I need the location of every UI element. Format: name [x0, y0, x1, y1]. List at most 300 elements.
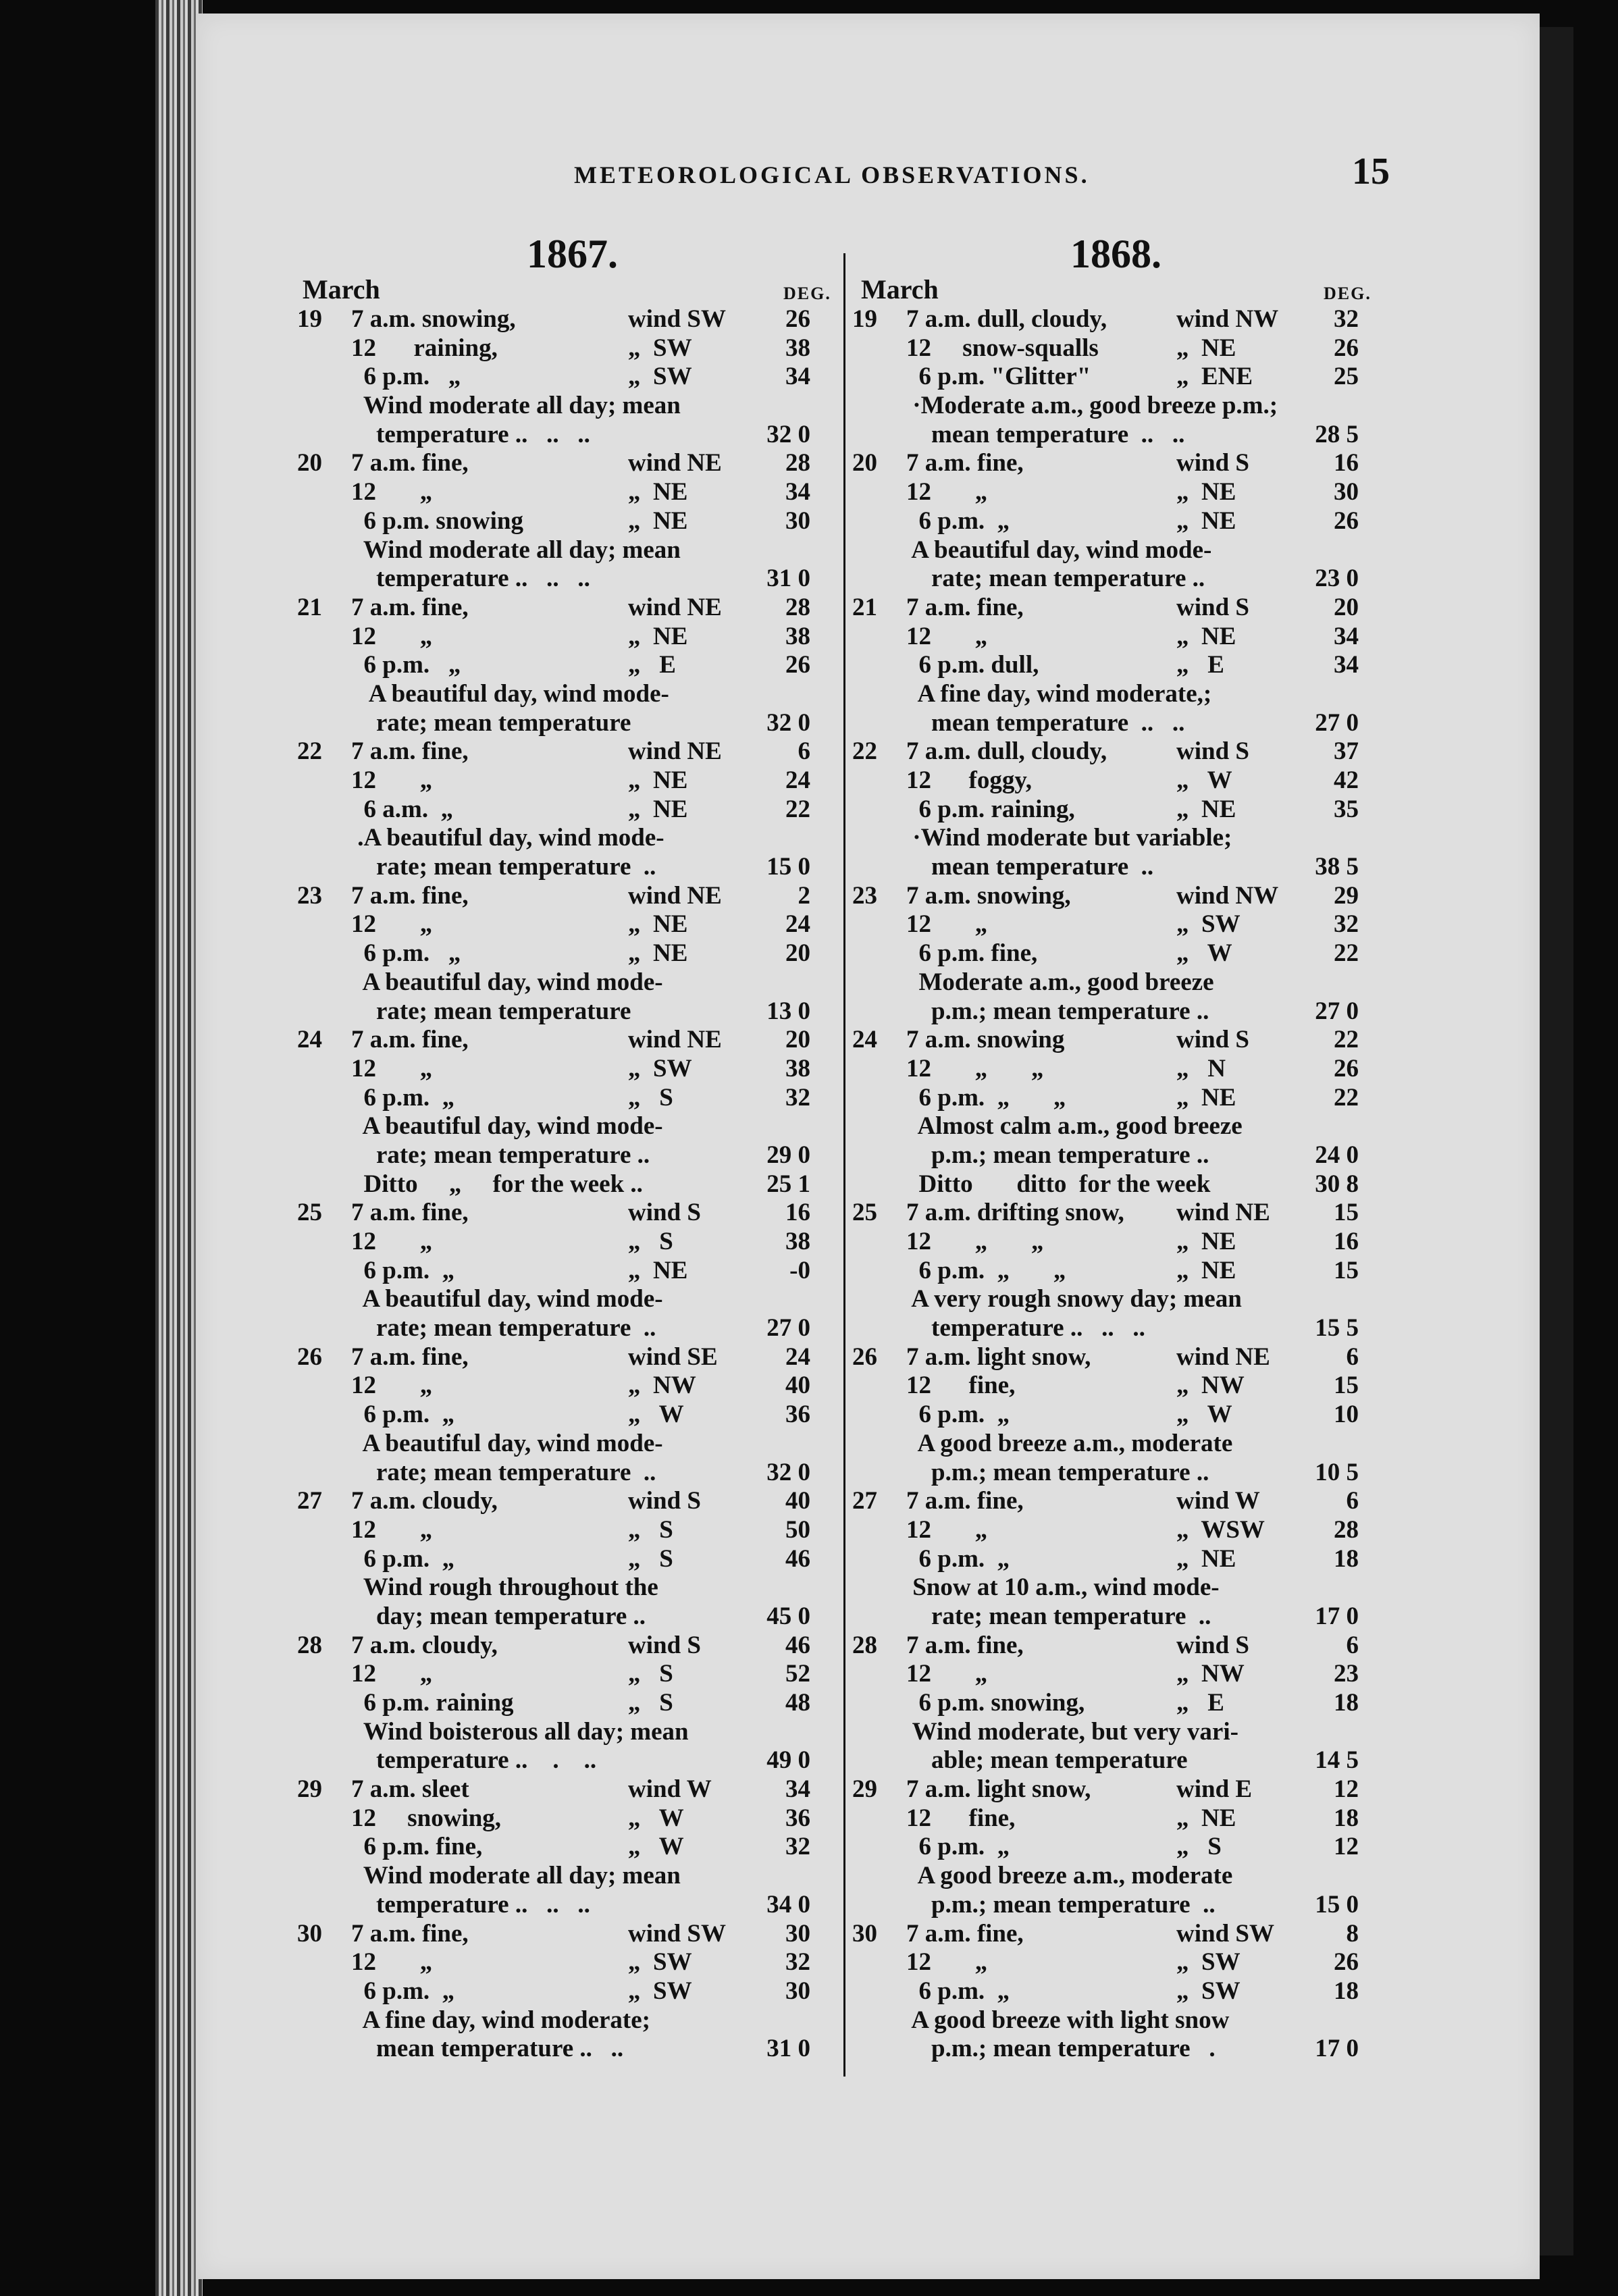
observation-text: 12 „ — [351, 1372, 433, 1400]
day-number: 30 — [852, 1919, 877, 1948]
observation-text: 7 a.m. snowing — [906, 1026, 1065, 1054]
observation-row — [852, 1199, 1392, 1228]
observation-row — [852, 1804, 1392, 1833]
wind-direction: wind S — [628, 1631, 701, 1659]
wind-direction: „ NE — [1176, 1804, 1236, 1832]
observation-row — [297, 651, 831, 680]
observation-text: 12 „ — [906, 478, 988, 506]
observation-text: A beautiful day, wind mode- — [906, 536, 1212, 564]
temperature-value: 28 — [1334, 1515, 1359, 1544]
observation-text: 7 a.m. fine, — [351, 1342, 469, 1371]
observation-row — [297, 1459, 831, 1488]
temperature-value: 15 — [1334, 1199, 1359, 1227]
wind-direction: „ W — [1176, 766, 1232, 794]
observation-text: Ditto ditto for the week — [906, 1170, 1211, 1198]
observation-row — [852, 1459, 1392, 1488]
observation-text: temperature .. .. .. — [351, 565, 590, 593]
observation-row — [297, 1948, 831, 1977]
temperature-value: 49 0 — [766, 1746, 810, 1775]
temperature-value: 36 — [785, 1804, 810, 1832]
day-number: 27 — [852, 1487, 877, 1515]
observation-row — [852, 1487, 1392, 1516]
observation-row — [297, 623, 831, 652]
wind-direction: „ SW — [628, 1948, 692, 1977]
wind-direction: „ SW — [1176, 1977, 1241, 2005]
temperature-value: 2 — [798, 881, 810, 910]
observation-row — [852, 824, 1392, 853]
observation-text: 7 a.m. fine, — [351, 1199, 469, 1227]
observation-text: 6 p.m. „ — [351, 1401, 455, 1429]
wind-direction: wind NE — [628, 593, 722, 621]
wind-direction: „ NE — [1176, 622, 1236, 650]
observation-text: 6 p.m. fine, — [906, 939, 1038, 968]
wind-direction: „ NE — [1176, 1544, 1236, 1573]
temperature-value: 12 — [1334, 1775, 1359, 1804]
observation-text: 6 p.m. „ — [351, 1977, 455, 2005]
wind-direction: „ W — [628, 1833, 684, 1861]
observation-row — [852, 1084, 1392, 1113]
day-number: 24 — [852, 1026, 877, 1054]
temperature-value: 38 — [785, 622, 810, 650]
observation-row — [852, 968, 1392, 997]
wind-direction: „ N — [1176, 1054, 1226, 1082]
observation-text: 6 p.m. „ „ — [906, 1256, 1066, 1284]
observation-row — [852, 1689, 1392, 1718]
observation-text: rate; mean temperature .. — [906, 1602, 1211, 1630]
observation-text: p.m.; mean temperature .. — [906, 1458, 1209, 1486]
observation-text: 6 p.m. „ — [351, 1544, 455, 1573]
temperature-value: 17 0 — [1315, 1602, 1359, 1630]
wind-direction: wind W — [628, 1775, 712, 1804]
observation-row — [297, 1775, 831, 1804]
wind-direction: „ NW — [628, 1372, 696, 1400]
observation-text: 12 snowing, — [351, 1804, 502, 1832]
observation-text: 12 snow-squalls — [906, 334, 1099, 362]
wind-direction: „ W — [1176, 1401, 1232, 1429]
observation-text: 12 „ — [351, 1054, 433, 1082]
observation-text: rate; mean temperature — [351, 997, 631, 1025]
observation-row — [852, 536, 1392, 565]
day-number: 21 — [852, 593, 877, 621]
temperature-value: 23 — [1334, 1660, 1359, 1688]
temperature-value: 42 — [1334, 766, 1359, 794]
observation-text: 6 p.m. „ — [351, 939, 461, 968]
observation-row — [852, 1573, 1392, 1602]
temperature-value: 18 — [1334, 1804, 1359, 1832]
observation-text: 7 a.m. snowing, — [351, 305, 516, 333]
temperature-value: 6 — [798, 737, 810, 766]
temperature-value: 37 — [1334, 737, 1359, 766]
observation-text: 12 raining, — [351, 334, 498, 362]
observation-text: A very rough snowy day; mean — [906, 1285, 1242, 1313]
observation-row — [297, 1632, 831, 1661]
observation-row — [297, 939, 831, 968]
temperature-value: 30 — [1334, 478, 1359, 506]
observation-row — [297, 334, 831, 363]
temperature-value: 52 — [785, 1660, 810, 1688]
day-number: 19 — [297, 305, 322, 333]
temperature-value: 6 — [1346, 1342, 1359, 1371]
observation-text: 12 „ — [906, 1515, 988, 1544]
wind-direction: „ SW — [628, 1054, 692, 1082]
temperature-value: 10 — [1334, 1401, 1359, 1429]
page-number: 15 — [1352, 151, 1390, 192]
observation-row — [852, 2006, 1392, 2035]
temperature-value: 34 0 — [766, 1890, 810, 1919]
wind-direction: „ S — [628, 1083, 673, 1112]
observation-row — [297, 565, 831, 594]
wind-direction: „ SW — [1176, 1948, 1241, 1977]
temperature-value: 18 — [1334, 1689, 1359, 1717]
observation-row — [852, 1516, 1392, 1545]
wind-direction: wind NE — [1176, 1199, 1270, 1227]
observation-row — [297, 2006, 831, 2035]
wind-direction: „ NW — [1176, 1660, 1245, 1688]
observation-row — [852, 1285, 1392, 1314]
day-number: 26 — [852, 1342, 877, 1371]
temperature-value: 46 — [785, 1544, 810, 1573]
day-number: 28 — [297, 1631, 322, 1659]
wind-direction: „ NE — [1176, 1256, 1236, 1284]
observation-row — [297, 1718, 831, 1747]
observation-text: mean temperature .. — [906, 853, 1154, 881]
observation-row — [852, 2035, 1392, 2064]
wind-direction: wind SE — [628, 1342, 718, 1371]
observation-row — [297, 363, 831, 392]
temperature-value: 32 — [785, 1948, 810, 1977]
observation-row — [297, 1602, 831, 1632]
observation-row — [297, 1170, 831, 1199]
temperature-value: 6 — [1346, 1631, 1359, 1659]
observation-row — [852, 478, 1392, 507]
wind-direction: „ W — [628, 1401, 684, 1429]
observation-row — [852, 507, 1392, 536]
observation-text: 6 a.m. „ — [351, 795, 454, 823]
temperature-value: 10 5 — [1315, 1458, 1359, 1486]
temperature-value: 15 0 — [766, 853, 810, 881]
temperature-value: 26 — [1334, 1948, 1359, 1977]
observations-1868 — [852, 305, 1392, 2064]
temperature-value: 30 — [785, 1919, 810, 1948]
temperature-value: 22 — [1334, 1083, 1359, 1112]
wind-direction: „ NW — [1176, 1372, 1245, 1400]
observation-row — [852, 997, 1392, 1026]
observation-row — [852, 1401, 1392, 1430]
observation-row — [297, 1920, 831, 1949]
observation-text: 12 „ — [351, 622, 433, 650]
observation-row — [852, 1372, 1392, 1401]
observations-1867 — [297, 305, 831, 2064]
observation-text: ·Moderate a.m., good breeze p.m.; — [906, 392, 1278, 420]
temperature-value: 15 0 — [1315, 1890, 1359, 1919]
wind-direction: „ NE — [628, 478, 688, 506]
observation-row — [297, 1660, 831, 1689]
wind-direction: „ NE — [1176, 334, 1236, 362]
observation-row — [852, 1112, 1392, 1141]
observation-text: rate; mean temperature .. — [351, 1141, 650, 1169]
temperature-value: 38 — [785, 1054, 810, 1082]
page-header: METEOROLOGICAL OBSERVATIONS. — [574, 161, 1090, 188]
observation-text: Wind moderate all day; mean — [351, 392, 681, 420]
temperature-value: 20 — [785, 939, 810, 968]
wind-direction: wind NE — [628, 449, 722, 477]
observation-text: 7 a.m. fine, — [351, 593, 469, 621]
observation-row — [852, 1920, 1392, 1949]
observation-text: 7 a.m. drifting snow, — [906, 1199, 1124, 1227]
observation-text: rate; mean temperature — [351, 708, 631, 737]
column-divider — [843, 253, 845, 2077]
wind-direction: „ NE — [1176, 506, 1236, 535]
observation-text: 7 a.m. fine, — [906, 593, 1024, 621]
observation-row — [297, 766, 831, 795]
day-number: 22 — [852, 737, 877, 766]
wind-direction: „ NE — [628, 795, 688, 823]
wind-direction: wind S — [628, 1199, 701, 1227]
wind-direction: „ S — [628, 1228, 673, 1255]
observation-text: 12 „ — [906, 622, 988, 650]
day-number: 25 — [852, 1199, 877, 1227]
temperature-value: 32 — [785, 1083, 810, 1112]
observation-text: Snow at 10 a.m., wind mode- — [906, 1573, 1220, 1602]
temperature-value: 30 — [785, 1977, 810, 2005]
observation-text: 6 p.m. dull, — [906, 651, 1039, 679]
observation-text: rate; mean temperature .. — [906, 565, 1205, 593]
observation-text: 6 p.m. „ — [906, 506, 1010, 535]
observation-text: 12 „ „ — [906, 1228, 1044, 1255]
observation-row — [852, 882, 1392, 911]
observation-row — [852, 1055, 1392, 1084]
month-label-1867: March — [303, 274, 380, 305]
observation-text: 12 „ — [351, 910, 433, 939]
temperature-value: 12 — [1334, 1833, 1359, 1861]
wind-direction: wind SW — [628, 1919, 726, 1948]
observation-text: A good breeze with light snow — [906, 2006, 1230, 2034]
observation-row — [297, 1862, 831, 1891]
observation-text: 12 „ — [906, 910, 988, 939]
wind-direction: wind S — [1176, 449, 1249, 477]
observation-text: 7 a.m. fine, — [906, 1919, 1024, 1948]
observation-row — [852, 623, 1392, 652]
day-number: 28 — [852, 1631, 877, 1659]
wind-direction: wind NW — [1176, 305, 1279, 333]
observation-text: 7 a.m. light snow, — [906, 1775, 1091, 1804]
observation-text: rate; mean temperature .. — [351, 1314, 656, 1342]
observation-text: Wind moderate, but very vari- — [906, 1717, 1238, 1746]
observation-row — [297, 1055, 831, 1084]
wind-direction: „ NE — [628, 1256, 688, 1284]
observation-text: 12 fine, — [906, 1372, 1016, 1400]
wind-direction: „ E — [1176, 1689, 1224, 1717]
wind-direction: „ W — [628, 1804, 684, 1832]
observation-text: 6 p.m. fine, — [351, 1833, 483, 1861]
observation-text: Wind moderate all day; mean — [351, 1862, 681, 1890]
observation-text: 12 „ — [351, 478, 433, 506]
observation-row — [297, 1545, 831, 1574]
observation-row — [297, 1977, 831, 2006]
wind-direction: wind S — [1176, 1631, 1249, 1659]
observation-text: mean temperature .. .. — [351, 2035, 624, 2063]
observation-text: 6 p.m. „ — [351, 1256, 455, 1284]
observation-text: 7 a.m. dull, cloudy, — [906, 737, 1107, 766]
temperature-value: 28 — [785, 449, 810, 477]
observation-text: 12 „ — [351, 1515, 433, 1544]
observation-row — [297, 1516, 831, 1545]
observation-text: A good breeze a.m., moderate — [906, 1429, 1233, 1457]
observation-row — [852, 1632, 1392, 1661]
temperature-value: 38 — [785, 1228, 810, 1255]
observation-row — [297, 536, 831, 565]
temperature-value: 48 — [785, 1689, 810, 1717]
observation-row — [852, 1228, 1392, 1257]
observation-row — [297, 1746, 831, 1775]
observation-row — [297, 1430, 831, 1459]
observation-row — [297, 1228, 831, 1257]
temperature-value: 40 — [785, 1487, 810, 1515]
observation-text: A fine day, wind moderate,; — [906, 679, 1212, 708]
observation-text: 7 a.m. cloudy, — [351, 1631, 498, 1659]
temperature-value: 35 — [1334, 795, 1359, 823]
observation-row — [297, 795, 831, 825]
temperature-value: 26 — [1334, 1054, 1359, 1082]
observation-row — [852, 1660, 1392, 1689]
day-number: 23 — [297, 881, 322, 910]
wind-direction: „ W — [1176, 939, 1232, 968]
day-number: 19 — [852, 305, 877, 333]
observation-text: p.m.; mean temperature . — [906, 2035, 1216, 2063]
temperature-value: 15 — [1334, 1256, 1359, 1284]
observation-text: Almost calm a.m., good breeze — [906, 1112, 1243, 1141]
observation-row — [297, 1343, 831, 1372]
observation-text: 7 a.m. sleet — [351, 1775, 469, 1804]
day-number: 20 — [852, 449, 877, 477]
wind-direction: „ SW — [1176, 910, 1241, 939]
observation-text: A beautiful day, wind mode- — [351, 1429, 663, 1457]
wind-direction: wind S — [1176, 1026, 1249, 1054]
temperature-value: 32 — [785, 1833, 810, 1861]
observation-text: 12 fine, — [906, 1804, 1016, 1832]
observation-text: ·Wind moderate but variable; — [906, 824, 1232, 852]
observation-text: 12 „ „ — [906, 1054, 1044, 1082]
observation-text: 6 p.m. „ — [351, 651, 461, 679]
temperature-value: 23 0 — [1315, 565, 1359, 593]
observation-row — [297, 1257, 831, 1286]
observation-row — [852, 1862, 1392, 1891]
observation-text: 12 „ — [351, 1660, 433, 1688]
wind-direction: wind S — [1176, 593, 1249, 621]
observation-row — [852, 565, 1392, 594]
observation-row — [297, 997, 831, 1026]
wind-direction: wind NE — [1176, 1342, 1270, 1371]
observation-row — [852, 1257, 1392, 1286]
wind-direction: „ NE — [1176, 1083, 1236, 1112]
temperature-value: 27 0 — [1315, 708, 1359, 737]
wind-direction: „ NE — [628, 939, 688, 968]
observation-text: .A beautiful day, wind mode- — [351, 824, 664, 852]
deg-header-1868: DEG. — [1324, 284, 1372, 303]
temperature-value: 14 5 — [1315, 1746, 1359, 1775]
observation-row — [297, 709, 831, 738]
observation-row — [852, 392, 1392, 421]
temperature-value: 28 5 — [1315, 420, 1359, 448]
observation-row — [852, 1602, 1392, 1632]
temperature-value: 26 — [1334, 506, 1359, 535]
observation-row — [297, 1314, 831, 1343]
observation-text: p.m.; mean temperature .. — [906, 997, 1209, 1025]
temperature-value: 15 — [1334, 1372, 1359, 1400]
observation-text: 7 a.m. cloudy, — [351, 1487, 498, 1515]
observation-text: temperature .. .. .. — [906, 1314, 1145, 1342]
observation-text: rate; mean temperature .. — [351, 1458, 656, 1486]
temperature-value: 45 0 — [766, 1602, 810, 1630]
observation-row — [852, 1746, 1392, 1775]
observation-row — [852, 305, 1392, 334]
observation-row — [852, 1170, 1392, 1199]
observation-text: 7 a.m. light snow, — [906, 1342, 1091, 1371]
observation-row — [852, 334, 1392, 363]
temperature-value: 32 — [1334, 305, 1359, 333]
observation-text: A beautiful day, wind mode- — [351, 1285, 663, 1313]
observation-text: 7 a.m. fine, — [351, 737, 469, 766]
observation-row — [297, 1141, 831, 1170]
wind-direction: wind SW — [1176, 1919, 1274, 1948]
observation-text: 7 a.m. fine, — [906, 1487, 1024, 1515]
observation-row — [297, 680, 831, 709]
observation-row — [297, 1285, 831, 1314]
observation-text: Wind rough throughout the — [351, 1573, 658, 1602]
day-number: 27 — [297, 1487, 322, 1515]
wind-direction: „ NE — [628, 910, 688, 939]
day-number: 30 — [297, 1919, 322, 1948]
observation-row — [297, 594, 831, 623]
wind-direction: wind S — [1176, 737, 1249, 766]
year-heading-1867: 1867. — [527, 232, 618, 276]
observation-row — [297, 1084, 831, 1113]
wind-direction: wind NE — [628, 737, 722, 766]
day-number: 20 — [297, 449, 322, 477]
observation-text: 12 „ — [351, 766, 433, 794]
observation-row — [852, 910, 1392, 939]
observation-row — [852, 939, 1392, 968]
wind-direction: „ S — [1176, 1833, 1222, 1861]
temperature-value: 6 — [1346, 1487, 1359, 1515]
observation-text: 7 a.m. fine, — [351, 881, 469, 910]
observation-row — [852, 853, 1392, 882]
observation-row — [852, 421, 1392, 450]
temperature-value: 16 — [1334, 449, 1359, 477]
observation-text: 12 „ — [906, 1660, 988, 1688]
observation-row — [297, 478, 831, 507]
observation-row — [852, 1948, 1392, 1977]
observation-text: Moderate a.m., good breeze — [906, 968, 1214, 996]
temperature-value: 32 0 — [766, 708, 810, 737]
observation-text: 7 a.m. snowing, — [906, 881, 1071, 910]
observation-row — [852, 1833, 1392, 1862]
temperature-value: -0 — [789, 1256, 810, 1284]
observation-text: 7 a.m. dull, cloudy, — [906, 305, 1107, 333]
wind-direction: „ WSW — [1176, 1515, 1265, 1544]
observation-text: mean temperature .. .. — [906, 708, 1185, 737]
temperature-value: 38 — [785, 334, 810, 362]
observation-text: 6 p.m. „ — [906, 1977, 1010, 2005]
temperature-value: 27 0 — [766, 1314, 810, 1342]
observation-row — [852, 680, 1392, 709]
observation-row — [297, 824, 831, 853]
observation-text: Wind boisterous all day; mean — [351, 1717, 689, 1746]
observation-row — [852, 651, 1392, 680]
temperature-value: 28 — [785, 593, 810, 621]
wind-direction: „ NE — [628, 622, 688, 650]
observation-row — [297, 1804, 831, 1833]
